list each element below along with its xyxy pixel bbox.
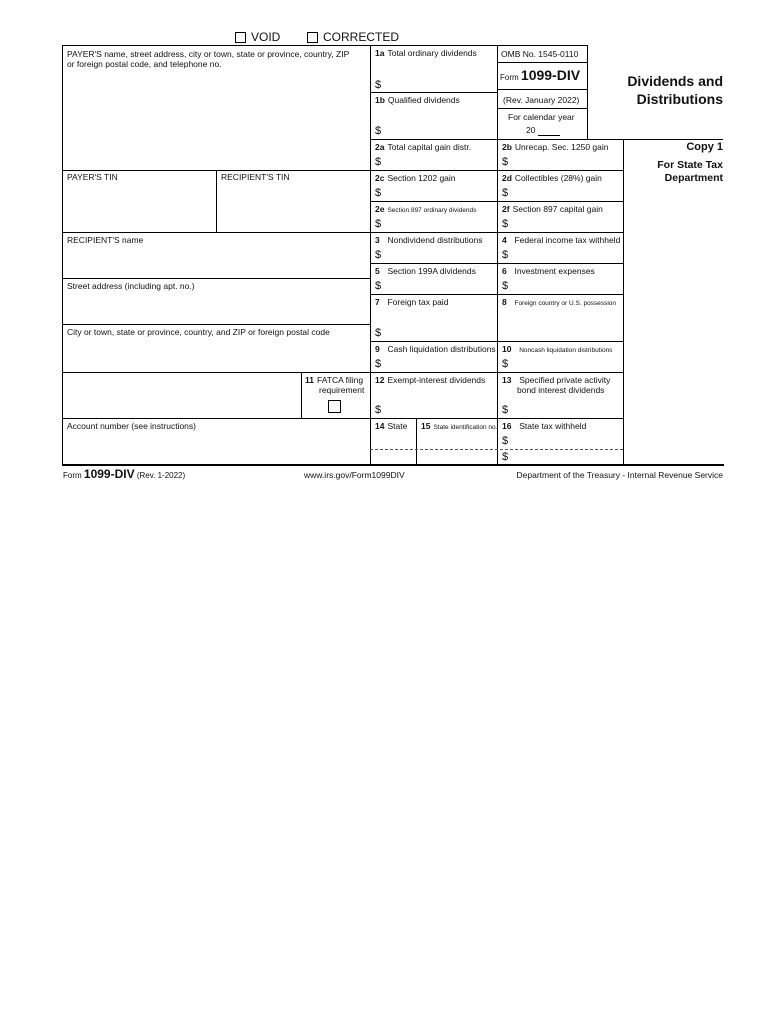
box14-label: 14 State [375,421,408,431]
col-divider-left [370,45,371,464]
box2e-dollar: $ [375,218,382,230]
box2d-dollar: $ [502,187,509,199]
footer-url[interactable]: www.irs.gov/Form1099DIV [304,470,405,480]
box13-dollar: $ [502,404,509,416]
street-bottom-line [62,324,370,325]
box6-field[interactable] [511,278,621,292]
box13-field[interactable] [511,402,621,416]
box12-field[interactable] [384,402,494,416]
box2f-field[interactable] [511,216,621,230]
box2e-label: 2e Section 897 ordinary dividends [375,204,477,214]
row3-bottom-line [370,263,623,264]
formname-bottom-line [497,89,587,90]
omb-bottom-line [497,62,587,63]
rev-date: (Rev. January 2022) [503,95,580,105]
col-divider-right [623,139,624,464]
box12-dollar: $ [375,404,382,416]
tin-bottom-line [62,232,370,233]
row7-bottom-line [370,341,623,342]
copy-desc-1: For State Tax [657,159,723,171]
box14-field-2[interactable] [371,450,415,463]
copy-desc-2: Department [664,172,723,184]
box14-field-1[interactable] [371,434,415,448]
calendar-year-label: For calendar year [508,112,575,122]
street-address-field[interactable] [63,293,369,323]
box2f-dollar: $ [502,218,509,230]
b1b-bottom-line [370,139,723,140]
row2a-bottom-line [370,170,623,171]
corrected-checkbox[interactable] [307,32,318,43]
box15-label: 15 State identification no. [421,421,498,431]
box10-dollar: $ [502,358,509,370]
box15-field-2[interactable] [417,450,496,463]
recipient-name-label: RECIPIENT'S name [67,235,144,245]
col-divider-omb [587,45,588,139]
row2c-bottom-line [370,201,623,202]
box11-label: 11 FATCA filing [305,375,364,385]
box1a-dollar: $ [375,79,382,91]
box8-field[interactable] [499,310,621,339]
box3-label: 3 Nondividend distributions [375,235,483,245]
box4-label: 4 Federal income tax withheld [502,235,621,245]
box3-dollar: $ [375,249,382,261]
box1b-field[interactable] [384,122,494,136]
recipient-name-field[interactable] [63,247,369,277]
payer-tin-field[interactable] [63,184,215,231]
box2a-label: 2a Total capital gain distr. [375,142,472,152]
year-input-line[interactable] [538,135,560,136]
box1b-label: 1b Qualified dividends [375,95,460,105]
box12-label: 12 Exempt-interest dividends [375,375,486,385]
form-bottom-border [62,464,724,466]
box10-field[interactable] [511,356,621,370]
box6-dollar: $ [502,280,509,292]
box2c-label: 2c Section 1202 gain [375,173,456,183]
box7-label: 7 Foreign tax paid [375,297,449,307]
void-label: VOID [251,30,281,44]
box9-label: 9 Cash liquidation distributions [375,344,496,354]
form-title-2: Distributions [636,91,723,107]
box2b-dollar: $ [502,156,509,168]
box4-dollar: $ [502,249,509,261]
box2e-field[interactable] [384,216,494,230]
box5-dollar: $ [375,280,382,292]
box9-field[interactable] [384,356,494,370]
year-prefix: 20 [526,125,536,135]
copy-label: Copy 1 [686,141,723,153]
box11-label-2: requirement [319,385,365,395]
box1a-label: 1a Total ordinary dividends [375,48,477,58]
box16-dollar-1: $ [502,435,509,447]
city-bottom-line [62,372,370,373]
payer-name-label-2: or foreign postal code, and telephone no. [67,59,222,69]
city-label: City or town, state or province, country, and ZIP or foreign postal code [67,327,330,337]
box7-dollar: $ [375,327,382,339]
account-number-field[interactable] [63,433,369,463]
box16-field-1[interactable] [511,434,621,448]
box7-field[interactable] [384,324,494,338]
box16-field-2[interactable] [511,450,621,463]
box10-label: 10 Noncash liquidation distributions [502,344,613,354]
payer-name-field[interactable] [63,72,369,169]
recipient-tin-field[interactable] [217,184,369,231]
account-number-label: Account number (see instructions) [67,421,196,431]
form-name-header: Form 1099-DIV [500,67,581,83]
b1a-bottom-line [370,92,497,93]
box3-field[interactable] [384,247,494,261]
row12-bottom-line [370,418,623,419]
footer-dept: Department of the Treasury - Internal Revenue Service [516,470,723,480]
box1a-field[interactable] [384,76,494,90]
box5-label: 5 Section 199A dividends [375,266,476,276]
box1b-dollar: $ [375,125,382,137]
box2f-label: 2f Section 897 capital gain [502,204,603,214]
recipient-tin-label: RECIPIENT'S TIN [221,172,290,182]
box2c-dollar: $ [375,187,382,199]
box2a-field[interactable] [384,154,494,168]
payer-name-label: PAYER'S name, street address, city or town, state or province, country, ZIP [67,49,350,59]
box2d-label: 2d Collectibles (28%) gain [502,173,602,183]
corrected-label: CORRECTED [323,30,400,44]
box16-dollar-2: $ [502,451,509,463]
rev-bottom-line [497,108,587,109]
row9-bottom-line [370,372,623,373]
box9-dollar: $ [375,358,382,370]
row5-bottom-line [370,294,623,295]
box8-label: 8 Foreign country or U.S. possession [502,297,616,307]
box2b-field[interactable] [511,154,621,168]
box13-label-2: bond interest dividends [517,385,605,395]
box13-label: 13 Specified private activity [502,375,611,385]
box4-field[interactable] [511,247,621,261]
box5-field[interactable] [384,278,494,292]
city-field[interactable] [63,339,369,371]
form-top-border [62,45,588,46]
row2e-bottom-line [370,232,623,233]
box2b-label: 2b Unrecap. Sec. 1250 gain [502,142,609,152]
street-address-label: Street address (including apt. no.) [67,281,195,291]
box16-label: 16 State tax withheld [502,421,587,431]
form-title-1: Dividends and [627,73,723,89]
fatca-bottom-line [62,418,370,419]
box2c-field[interactable] [384,185,494,199]
box15-field-1[interactable] [417,434,496,448]
payer-tin-label: PAYER'S TIN [67,172,118,182]
void-checkbox[interactable] [235,32,246,43]
fatca-checkbox[interactable] [328,400,341,413]
fatca-divider [301,372,302,418]
name-bottom-line [62,278,370,279]
box6-label: 6 Investment expenses [502,266,595,276]
box2a-dollar: $ [375,156,382,168]
footer-form-name: Form 1099-DIV (Rev. 1-2022) [63,467,186,481]
omb-number: OMB No. 1545-0110 [501,49,579,59]
box2d-field[interactable] [511,185,621,199]
